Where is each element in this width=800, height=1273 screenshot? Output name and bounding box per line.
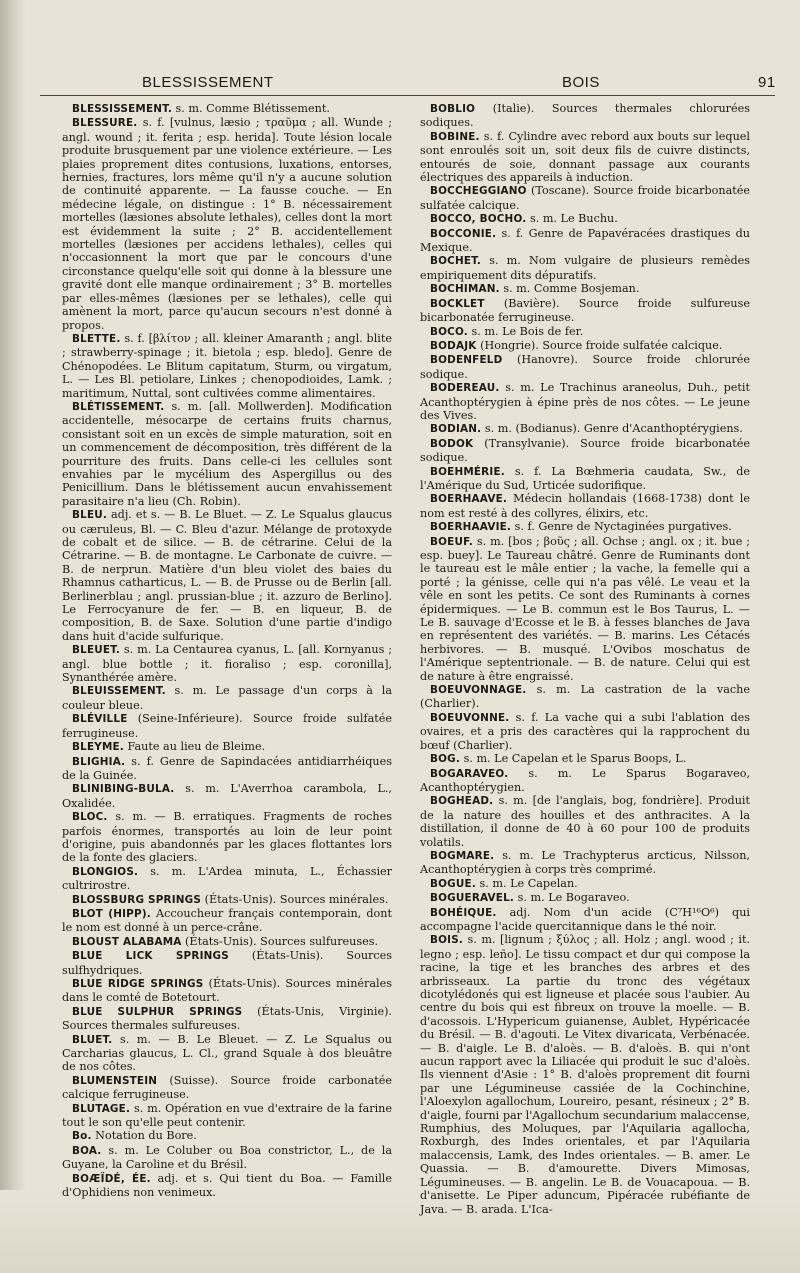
entry-headword: BLESSURE. bbox=[72, 117, 138, 130]
entry-definition: s. m. [all. Mollwerden]. Modification accidentelle, mésocarpe de certains fruits charnus, consistant soit en un excès de simple maturation, soit en un commencement de décomposition, très différent de la pourriture des fruits. Dans celle-ci les cellules sont envahies par le mycélium des Aspergillus ou des Penicillium. Dans le blétissement aucun envahissement parasitaire n'a lieu (Ch. Robin). bbox=[62, 399, 392, 508]
entry-definition: (Italie). Sources thermales chlorurées sodiques. bbox=[420, 102, 750, 130]
entry-headword: BLOT (HIPP). bbox=[72, 907, 151, 920]
entry-definition: (Bavière). Source froide sulfureuse bicarbonatée ferrugineuse. bbox=[420, 296, 750, 325]
entry-definition: adj. et s. — B. Le Bluet. — Z. Le Squalus glaucus ou cæruleus, Bl. — C. Bleu d'azur. Mélange de protoxyde de cobalt et de silice. — B. de cétrarine. Celui de la Cétrarine. — B. de montagne. Le Carbonate de cuivre. — B. de nerprun. Matière d'un bleu violet des baies du Rhamnus catharticus, L. — B. de Prusse ou de Berlin [all. Berlinerblau ; angl. prussian-blue ; it. azzuro de Berlino]. Le Ferrocyanure de fer. — B. en liqueur, B. de composition, B. de Saxe. Solution d'une partie d'indigo dans huit d'acide sulfurique. bbox=[62, 508, 392, 643]
entry-definition: s. m. Le Bogaraveo. bbox=[514, 891, 630, 905]
entry-definition: (États-Unis). Sources sulfureuses. bbox=[181, 934, 379, 948]
entry-definition: s. f. Genre de Nyctaginées purgatives. bbox=[511, 520, 732, 534]
entry-definition: (Hanovre). Source froide chlorurée sodique. bbox=[420, 353, 750, 381]
page-gutter-shadow bbox=[0, 0, 26, 1273]
entry-headword: BOIS. bbox=[430, 934, 464, 947]
dictionary-entry bbox=[420, 381, 750, 422]
entry-headword: BOEUVONNE. bbox=[430, 711, 510, 724]
entry-headword: BLESSISSEMENT. bbox=[72, 103, 172, 115]
entry-definition: Faute au lieu de Bleime. bbox=[123, 740, 266, 754]
dictionary-entry bbox=[420, 933, 750, 1216]
entry-definition: s. m. [bos ; βοῦς ; all. Ochse ; angl. ox ; it. bue ; esp. buey]. Le Taureau châtré. Genre de Ruminants dont le taureau est le mâle entier ; la vache, la femelle qui a porté ; la génisse, celle qui n'a pas vêlé. Le veau et la vêle en sont les petits. Ce sont des Ruminants à cornes épidermiques. — Le B. commun est le Bos Taurus, L. — Le B. sauvage d'Ecosse et le B. à fesses blanches de Java en représentent des variétés. — B. marins. Les Cétacés herbivores. — B. musqué. L'Ovibos moschatus de l'Amérique septentrionale. — B. de nature. Celui qui est de nature à être engraissé. bbox=[420, 534, 750, 683]
entry-definition: s. m. — B. Le Bleuet. — Z. Le Squalus ou Carcharias glaucus, L. Cl., grand Squale à dos bleuâtre de nos côtes. bbox=[62, 1032, 392, 1074]
entry-definition: (États-Unis). Sources minérales. bbox=[201, 892, 389, 906]
entry-definition: s. f. La Bœhmeria caudata, Sw., de l'Amérique du Sud, Urticée sudorifique. bbox=[420, 464, 750, 492]
entry-headword: BOCKLET bbox=[430, 297, 485, 310]
entry-headword: BLUE SULPHUR SPRINGS bbox=[72, 1005, 243, 1018]
dictionary-entry bbox=[62, 893, 392, 907]
dictionary-entry bbox=[420, 184, 750, 212]
dictionary-entry bbox=[420, 282, 750, 296]
dictionary-entry bbox=[420, 752, 750, 766]
entry-definition: s. m. Le Capelan. bbox=[475, 876, 578, 890]
entry-definition: s. m. Le Trachypterus arcticus, Nilsson, Acanthoptérygien à corps très comprimé. bbox=[420, 848, 750, 877]
entry-definition: adj. et s. Qui tient du Boa. — Famille d'Ophidiens non venimeux. bbox=[62, 1171, 393, 1200]
entry-headword: BOCCO, BOCHO. bbox=[430, 213, 527, 226]
entry-definition: s. m. Comme Blétissement. bbox=[172, 102, 330, 115]
dictionary-entry bbox=[420, 422, 750, 436]
entry-definition: Accoucheur français contemporain, dont le nom est donné à un perce-crâne. bbox=[62, 906, 392, 935]
dictionary-entry bbox=[62, 935, 392, 949]
entry-headword: BODOK bbox=[430, 437, 474, 450]
dictionary-entry bbox=[62, 102, 392, 116]
dictionary-entry bbox=[62, 949, 392, 977]
entry-headword: BODEREAU. bbox=[430, 382, 500, 395]
left-column bbox=[62, 102, 392, 1200]
dictionary-entry bbox=[62, 865, 392, 893]
dictionary-entry bbox=[420, 535, 750, 683]
entry-definition: s. m. La castration de la vache (Charlier). bbox=[420, 683, 750, 711]
entry-headword: BLEU. bbox=[72, 509, 108, 522]
dictionary-entry bbox=[62, 977, 392, 1005]
dictionary-entry bbox=[62, 1172, 392, 1200]
entry-headword: BOCHIMAN. bbox=[430, 283, 500, 296]
entry-definition: (États-Unis, Virginie). Sources thermales sulfureuses. bbox=[62, 1004, 392, 1033]
entry-definition: s. m. Le passage d'un corps à la couleur bleue. bbox=[62, 684, 392, 712]
entry-headword: BLUTAGE. bbox=[72, 1102, 131, 1115]
entry-headword: Bo. bbox=[72, 1130, 92, 1143]
entry-headword: BOCCHEGGIANO bbox=[430, 185, 527, 198]
entry-headword: BOCHET. bbox=[430, 255, 482, 268]
dictionary-entry bbox=[420, 353, 750, 381]
entry-headword: BOGUE. bbox=[430, 877, 476, 890]
dictionary-entry bbox=[62, 1033, 392, 1074]
dictionary-entry bbox=[420, 520, 750, 534]
entry-definition: s. m. [de l'anglais, bog, fondrière]. Produit de la nature des houilles et des anthracites. A la distillation, il donne de 40 à 60 pour 100 de produits volatils. bbox=[420, 794, 750, 849]
entry-definition: (Hongrie). Source froide sulfatée calcique. bbox=[476, 338, 723, 352]
entry-definition: Médecin hollandais (1668-1738) dont le nom est resté à des collyres, élixirs, etc. bbox=[420, 492, 750, 520]
entry-headword: BLONGIOS. bbox=[72, 865, 139, 878]
dictionary-entry bbox=[62, 508, 392, 643]
running-header bbox=[30, 68, 775, 94]
entry-definition: s. f. La vache qui a subi l'ablation des ovaires, et a pris des caractères qui la rapprochent du bœuf (Charlier). bbox=[420, 710, 750, 752]
dictionary-entry bbox=[62, 1144, 392, 1172]
entry-headword: BOGARAVEO. bbox=[430, 767, 509, 780]
entry-definition: s. m. Le Coluber ou Boa constrictor, L., de la Guyane, la Caroline et du Brésil. bbox=[62, 1143, 392, 1172]
dictionary-entry bbox=[62, 400, 392, 508]
dictionary-entry bbox=[62, 755, 392, 783]
dictionary-entry bbox=[420, 297, 750, 325]
entry-headword: BOEUF. bbox=[430, 535, 474, 548]
entry-definition: s. m. L'Ardea minuta, L., Échassier cultrirostre. bbox=[62, 864, 392, 893]
page-number: 91 bbox=[758, 74, 776, 91]
entry-definition: s. m. Comme Bosjeman. bbox=[499, 282, 640, 296]
dictionary-entry bbox=[62, 332, 392, 400]
entry-definition: (Transylvanie). Source froide bicarbonatée sodique. bbox=[420, 436, 750, 465]
dictionary-entry bbox=[420, 102, 750, 130]
entry-definition: (États-Unis). Sources minérales dans le comté de Botetourt. bbox=[62, 977, 392, 1005]
entry-definition: (Toscane). Source froide bicarbonatée sulfatée calcique. bbox=[420, 184, 750, 212]
entry-definition: (Seine-Inférieure). Source froide sulfatée ferrugineuse. bbox=[62, 712, 392, 740]
dictionary-entry bbox=[420, 891, 750, 905]
entry-definition: s. f. Cylindre avec rebord aux bouts sur lequel sont enroulés soit un, soit deux fils de cuivre distincts, entourés de soie, donnant passage aux courants électriques des appareils à induction. bbox=[420, 129, 750, 185]
dictionary-entry bbox=[62, 116, 392, 332]
entry-headword: BOÆÏDÉ, ÉE. bbox=[72, 1172, 151, 1185]
entry-definition: s. f. [vulnus, læsio ; τραῦμα ; all. Wunde ; angl. wound ; it. ferita ; esp. herida]. Toute lésion locale produite brusquement par une violence extérieure. — Les plaies proprement dites contusions, luxations, entorses, hernies, fractures, lors même qu'il n'y a aucune solution de continuité apparente. — La fausse couche. — En médecine légale, on distingue : 1° B. nécessairement mortelles (læsiones absolute lethales), celles dont la mort est évidemment la suite ; 2° B. accidentellement mortelles (læsiones per accidens lethales), celles qui n'occasionnent la mort que par le concours d'une circonstance quelqu'elle soit qui donne à la blessure une gravité dont elle manque ordinairement ; 3° B. mortelles par elles-mêmes (læsiones per se lethales), celle qui amènent la mort, parce qu'aucun secours n'est donné à propos. bbox=[62, 116, 392, 332]
entry-definition: s. m. Opération en vue d'extraire de la farine tout le son qu'elle peut contenir. bbox=[62, 1101, 392, 1130]
dictionary-entry bbox=[420, 465, 750, 493]
dictionary-entry bbox=[420, 849, 750, 877]
entry-definition: s. m. (Bodianus). Genre d'Acanthoptérygiens. bbox=[481, 422, 743, 436]
entry-headword: BOBINE. bbox=[430, 130, 480, 143]
dictionary-entry bbox=[420, 130, 750, 185]
dictionary-entry bbox=[62, 782, 392, 810]
entry-headword: BLUET. bbox=[72, 1033, 113, 1046]
entry-headword: BOCCONIE. bbox=[430, 227, 497, 240]
dictionary-entry bbox=[62, 684, 392, 712]
entry-headword: BOGMARE. bbox=[430, 849, 495, 862]
dictionary-entry bbox=[420, 437, 750, 465]
entry-headword: BLUMENSTEIN bbox=[72, 1074, 158, 1087]
entry-headword: BOEUVONNAGE. bbox=[430, 684, 527, 697]
entry-definition: adj. Nom d'un acide (C⁷H¹⁶O⁶) qui accompagne l'acide quercitannique dans le thé noir. bbox=[420, 905, 750, 933]
entry-headword: BLOC. bbox=[72, 811, 108, 824]
entry-headword: BLUE RIDGE SPRINGS bbox=[72, 978, 204, 990]
entry-headword: BLUE LICK SPRINGS bbox=[72, 950, 229, 963]
dictionary-entry bbox=[420, 212, 750, 226]
header-rule bbox=[40, 95, 775, 96]
entry-definition: s. m. Le Bois de fer. bbox=[467, 324, 584, 338]
entry-definition: s. m. La Centaurea cyanus, L. [all. Kornyanus ; angl. blue bottle ; it. fioraliso ; esp. coronilla], Synanthérée amère. bbox=[62, 643, 392, 685]
entry-definition: s. m. Le Trachinus araneolus, Duh., petit Acanthoptérygien à épine près de nos côtes. — Le jeune des Vives. bbox=[420, 381, 750, 422]
dictionary-entry bbox=[62, 712, 392, 740]
entry-definition: s. f. Genre de Papavéracées drastiques du Mexique. bbox=[420, 226, 750, 255]
entry-headword: BOERHAAVE. bbox=[430, 493, 508, 506]
dictionary-entry bbox=[420, 767, 750, 795]
entry-headword: BOERHAAVIE. bbox=[430, 521, 512, 534]
entry-headword: BOHÉIQUE. bbox=[430, 906, 497, 919]
entry-definition: (États-Unis). Sources sulfhydriques. bbox=[62, 949, 392, 977]
entry-headword: BLOUST ALABAMA bbox=[72, 935, 182, 948]
entry-headword: BOA. bbox=[72, 1144, 102, 1157]
header-right-title: BOIS bbox=[562, 74, 600, 91]
dictionary-entry bbox=[62, 1005, 392, 1033]
entry-headword: BLOSSBURG SPRINGS bbox=[72, 893, 202, 906]
dictionary-entry bbox=[62, 740, 392, 754]
entry-definition: s. f. [βλίτον ; all. kleiner Amaranth ; angl. blite ; strawberry-spinage ; it. bietola ; esp. bledo]. Genre de Chénopodées. Le Blitum capitatum, Sturm, ou virgatum, L. — Les Bl. petiolare, Linkes ; chenopodioides, Lamk. ; maritimum, Nuttal, sont cultivées comme alimentaires. bbox=[62, 331, 392, 400]
entry-headword: BOGUERAVEL. bbox=[430, 892, 515, 905]
entry-headword: BLEUET. bbox=[72, 644, 121, 657]
entry-headword: BOEHMÉRIE. bbox=[430, 465, 505, 478]
entry-headword: BLEUISSEMENT. bbox=[72, 685, 166, 698]
dictionary-entry bbox=[420, 906, 750, 934]
dictionary-entry bbox=[420, 254, 750, 282]
entry-headword: BODAJK bbox=[430, 339, 477, 352]
dictionary-entry bbox=[420, 711, 750, 752]
dictionary-entry bbox=[420, 325, 750, 339]
entry-headword: BODENFELD bbox=[430, 354, 503, 367]
dictionary-entry bbox=[420, 227, 750, 255]
dictionary-entry bbox=[62, 1129, 392, 1143]
entry-headword: BOGHEAD. bbox=[430, 795, 494, 808]
dictionary-entry bbox=[420, 683, 750, 711]
entry-headword: BOBLIO bbox=[430, 103, 476, 115]
entry-definition: s. m. Le Sparus Bogaraveo, Acanthoptérygien. bbox=[420, 766, 750, 794]
dictionary-entry bbox=[420, 794, 750, 849]
dictionary-entry bbox=[62, 907, 392, 935]
dictionary-entry bbox=[62, 643, 392, 684]
dictionary-entry bbox=[62, 810, 392, 865]
dictionary-entry bbox=[420, 492, 750, 520]
entry-definition: s. m. Nom vulgaire de plusieurs remèdes empiriquement dits dépuratifs. bbox=[420, 254, 750, 282]
entry-definition: s. m. Le Capelan et le Sparus Boops, L. bbox=[460, 752, 687, 766]
right-column bbox=[420, 102, 750, 1216]
entry-headword: BLEYME. bbox=[72, 741, 124, 754]
entry-headword: BLETTE. bbox=[72, 332, 121, 345]
entry-definition: s. f. Genre de Sapindacées antidiarrhéiques de la Guinée. bbox=[62, 754, 392, 782]
entry-headword: BLÉTISSEMENT. bbox=[72, 400, 165, 413]
entry-headword: BOG. bbox=[430, 753, 461, 766]
dictionary-entry bbox=[420, 877, 750, 891]
header-left-title: BLESSISSEMENT bbox=[142, 74, 274, 91]
dictionary-entry bbox=[420, 339, 750, 353]
entry-headword: BLINIBING-BULA. bbox=[72, 783, 175, 796]
entry-definition: s. m. L'Averrhoa carambola, L., Oxalidée. bbox=[62, 782, 392, 810]
entry-headword: BLÉVILLE bbox=[72, 713, 128, 726]
entry-headword: BLIGHIA. bbox=[72, 755, 126, 768]
entry-headword: BODIAN. bbox=[430, 423, 482, 436]
dictionary-entry bbox=[62, 1074, 392, 1102]
entry-definition: (Suisse). Source froide carbonatée calcique ferrugineuse. bbox=[62, 1073, 392, 1102]
entry-definition: s. m. [lignum ; ξύλος ; all. Holz ; angl. wood ; it. legno ; esp. leño]. Le tissu compact et dur qui compose la racine, la tige et les branches des arbres et des arbrisseaux. La partie du tronc des végétaux dicotylédonés qui est ligneuse et placée sous l'aubier. Au centre du bois qui est fibreux on trouve la moelle. — B. d'acossois. L'Hypericum guianense, Aublet, Hypéricacée du Brésil. — B. d'agouti. Le Vitex divaricata, Verbénacée. — B. d'aigle. Le B. d'aloès. — B. d'aloès. B. qui n'ont aucun rapport avec la Liliacée qui produit le suc d'aloès. Ils viennent d'Asie : 1° B. d'aloès proprement dit fourni par une Légumineuse cassiée de la Cochinchine, l'Aloexylon agallochum, Loureiro, pesant, résineux ; 2° B. d'aigle, fourni par l'Agallochum secundarium malaccense, Rumphius, des Moluques, par l'Aquilaria agallocha, Roxburgh, des Indes orientales, et par l'Aquilaria malaccensis, Lamk, des Indes orientales. — B. amer. Le Quassia. — B. d'amourette. Divers Mimosas, Légumineuses. — B. angelin. Le B. de Vouacapoua. — B. d'anisette. Le Piper aduncum, Pipéracée rubéfiante de Java. — B. arada. L'Ica- bbox=[420, 933, 750, 1216]
entry-definition: s. m. Le Buchu. bbox=[526, 212, 618, 226]
entry-definition: Notation du Bore. bbox=[91, 1129, 197, 1143]
dictionary-entry bbox=[62, 1102, 392, 1130]
entry-definition: s. m. — B. erratiques. Fragments de roches parfois énormes, transportés au loin de leur point d'origine, puis abandonnés par les glaces flottantes lors de la fonte des glaciers. bbox=[62, 810, 392, 865]
entry-headword: BOCO. bbox=[430, 325, 468, 338]
